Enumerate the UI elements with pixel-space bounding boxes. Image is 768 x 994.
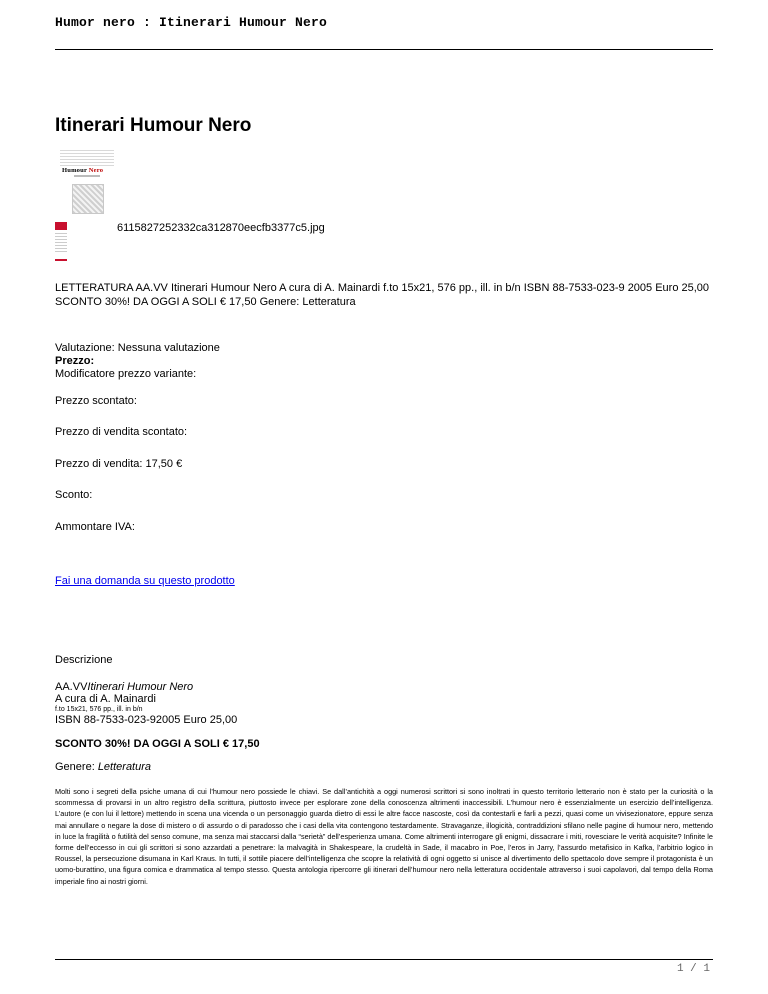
- ask-question-link[interactable]: Fai una domanda su questo prodotto: [55, 575, 235, 587]
- page-title: Itinerari Humour Nero: [55, 115, 252, 136]
- cover-title: Humour Nero: [62, 167, 104, 174]
- description-heading: Descrizione: [55, 654, 113, 666]
- description-format: f.to 15x21, 576 pp., ill. in b/n: [55, 706, 143, 713]
- description-body: Molti sono i segreti della psiche umana di cui l’humour nero possiede le chiavi. Se dall’antichità a oggi numerosi scrittori si sono inoltrati in questo territorio letterario non è stato per la curiosità o la scommessa di provarsi in un altro registro della scrittura, piuttosto invece per esplorare zone della conoscenza altrimenti inaccessibili. L’humour nero è essenzialmente un esercizio dell’intelligenza. L’autore (e con lui il lettore) mettendo in scena una vicenda o un personaggio guarda dietro di essi le altre facce nascoste, così da contestarli e farli a pezzi, quasi come un vivisezionatore, eppure senza mai annullare o negare la dose di mistero o di assurdo o di paradosso che i casi della vita contengono testardamente. Stravaganze, illogicità, contraddizioni sfilano nelle pagine di humour nero, mettendo in luce la fragilità o futilità del senso comune, ma senza mai staccarsi dalla “serietà” dell’esperienza umana. Come altrimenti interrogare gli enigmi, dissacrare i miti, rovesciare le verità acquisite? Infinite le forme dell’eccesso in cui gli scrittori si sono azzardati a penetrare: la malvagità in Shakespeare, la crudeltà in Sade, il macabro in Poe, l’eros in Jarry, l’assurdo metafisico in Kafka, l’arbitrio logico in Roussel, la persecuzione disumana in Karl Kraus. In tutti, il sottile piacere dell’intelligenza che scopre la relatività di ogni oggetto si unisce al divertimento dello spettacolo dove sempre il protagonista è un uomo-burattino, una figura comica e drammatica al tempo stesso. Questa antologia ripercorre gli itinerari dell’humour nero nella letteratura occidentale attraverso i suoi capolavori, dal tempo della Roma imperiale fino ai nostri giorni.: [55, 787, 713, 886]
- cover-subtitle: [74, 175, 100, 177]
- description-offer: SCONTO 30%! DA OGGI A SOLI € 17,50: [55, 738, 260, 750]
- discount: Sconto:: [55, 489, 93, 501]
- summary-line: LETTERATURA AA.VV Itinerari Humour Nero A cura di A. Mainardi f.to 15x21, 576 pp., ill. in b/n ISBN 88-7533-023-9 2005 Euro 25,00: [55, 282, 710, 294]
- description-author-title: AA.VVItinerari Humour Nero: [55, 681, 194, 693]
- page-number: 1 / 1: [676, 963, 710, 975]
- description-editor: A cura di A. Mainardi: [55, 693, 156, 705]
- description-genre: Genere: Letteratura: [55, 761, 152, 773]
- price-label: Prezzo:: [55, 355, 95, 367]
- sale-price: Prezzo di vendita: 17,50 €: [55, 458, 183, 470]
- discounted-price: Prezzo scontato:: [55, 395, 137, 407]
- running-header: Humor nero : Itinerari Humour Nero: [55, 15, 328, 30]
- image-filename: 6115827252332ca312870eecfb3377c5.jpg: [117, 222, 325, 234]
- cover-illustration: [72, 184, 104, 214]
- rating: Valutazione: Nessuna valutazione: [55, 342, 220, 354]
- footer-rule: [55, 959, 713, 960]
- discounted-sale-price: Prezzo di vendita scontato:: [55, 426, 188, 438]
- variant-modifier: Modificatore prezzo variante:: [55, 368, 197, 380]
- product-summary: [55, 281, 715, 309]
- description-isbn: ISBN 88-7533-023-92005 Euro 25,00: [55, 714, 238, 726]
- header-rule: [55, 49, 713, 50]
- book-cover-image: [60, 150, 114, 216]
- vat-amount: Ammontare IVA:: [55, 521, 135, 533]
- book-thumbnail: [55, 222, 67, 262]
- summary-line: SCONTO 30%! DA OGGI A SOLI € 17,50 Genere: Letteratura: [55, 296, 356, 308]
- cover-text-lines: [60, 150, 114, 166]
